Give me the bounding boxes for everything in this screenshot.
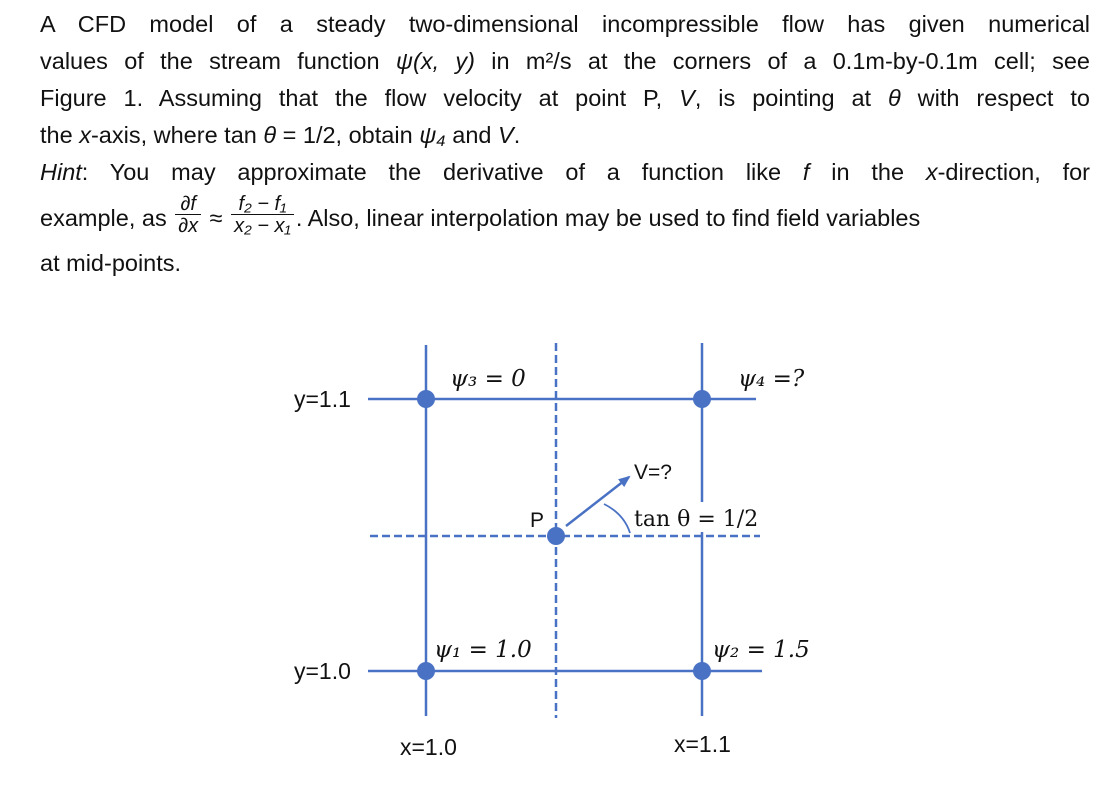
- stream-function-symbol: ψ(x, y): [395, 48, 475, 74]
- hint-text: : You may approximate the derivative of a function like: [81, 159, 803, 185]
- problem-text: in m²/s at the corners of a 0.1m-by-0.1m cell; see: [474, 48, 1091, 74]
- velocity-arrow: [566, 477, 629, 526]
- x-symbol: x: [79, 122, 91, 148]
- theta-symbol: θ: [263, 122, 277, 148]
- angle-arc: [604, 504, 630, 533]
- problem-text: values of the stream function: [40, 48, 396, 74]
- hint-label: Hint: [40, 159, 82, 185]
- velocity-label: V=?: [634, 461, 672, 484]
- theta-symbol: θ: [887, 85, 901, 111]
- node-p: [547, 527, 565, 545]
- problem-text: Figure 1. Assuming that the flow velocity at point P,: [40, 85, 680, 111]
- problem-text: -axis, where tan: [90, 122, 264, 148]
- hint-text: in the: [809, 159, 926, 185]
- problem-text: A CFD model of a steady two-dimensional incompressible flow has given numerical: [40, 11, 1090, 37]
- x-right-label: x=1.1: [674, 731, 731, 757]
- problem-text: .: [513, 122, 521, 148]
- psi4-symbol: ψ₄: [419, 122, 446, 148]
- problem-text: = 1/2, obtain: [276, 122, 420, 148]
- point-p-label: P: [530, 509, 545, 532]
- hint-text: . Also, linear interpolation may be used to find field variables: [295, 205, 921, 231]
- fraction-numerator: f₂ − f₁: [231, 194, 294, 215]
- y-bottom-label: y=1.0: [294, 658, 351, 684]
- x-symbol: x: [925, 159, 938, 185]
- psi4-label: ψ₄ =?: [738, 366, 805, 392]
- psi1-label: ψ₁ = 1.0: [434, 637, 532, 663]
- fraction-numerator: ∂f: [175, 194, 201, 215]
- node-psi1: [417, 662, 435, 680]
- tan-theta-label: tan θ = 1/2: [634, 507, 759, 532]
- problem-text: and: [445, 122, 498, 148]
- node-psi2: [693, 662, 711, 680]
- approx-symbol: ≈: [209, 205, 223, 231]
- fraction-denominator: ∂x: [178, 215, 199, 238]
- x-left-label: x=1.0: [400, 734, 457, 760]
- hint-text: example, as: [40, 205, 167, 231]
- node-psi4: [693, 390, 711, 408]
- f-symbol: f: [802, 159, 810, 185]
- hint-text: -direction, for: [937, 159, 1090, 185]
- node-psi3: [417, 390, 435, 408]
- velocity-symbol: V: [498, 122, 514, 148]
- problem-text: the: [40, 122, 80, 148]
- velocity-symbol: V: [679, 85, 695, 111]
- y-top-label: y=1.1: [294, 386, 351, 412]
- hint-text: at mid-points.: [40, 250, 182, 276]
- fraction-denominator: x₂ − x₁: [234, 215, 291, 238]
- psi2-label: ψ₂ = 1.5: [712, 637, 810, 663]
- problem-text: with respect to: [900, 85, 1090, 111]
- psi3-label: ψ₃ = 0: [450, 366, 526, 392]
- problem-text: , is pointing at: [694, 85, 888, 111]
